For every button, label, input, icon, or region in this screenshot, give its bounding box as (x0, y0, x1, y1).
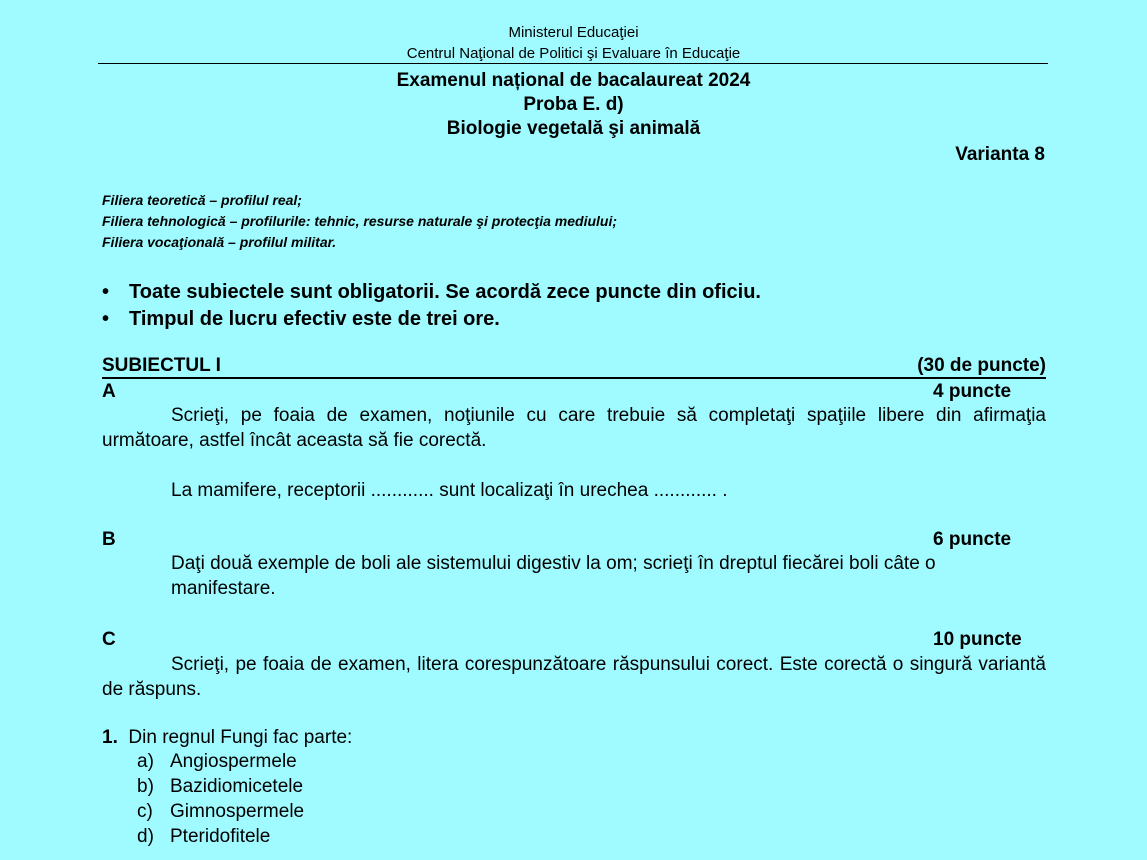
header-divider (98, 63, 1048, 64)
ministry-name: Ministerul Educaţiei (508, 24, 639, 41)
answer-option-c (137, 801, 304, 823)
instruction-item (102, 281, 761, 304)
answer-option-b (137, 776, 303, 798)
option-text: Bazidiomicetele (170, 776, 304, 797)
part-b-text-line1: Daţi două exemple de boli ale sistemului digestiv la om; scrieţi în dreptul fiecărei boli câte o (171, 553, 936, 574)
bullet-icon: • (102, 281, 110, 303)
center-name: Centrul Naţional de Politici şi Evaluare în Educaţie (406, 45, 741, 62)
option-text: Angiospermele (170, 751, 297, 772)
instruction-text: Toate subiectele sunt obligatorii. Se acordă zece puncte din oficiu. (129, 281, 761, 303)
option-key: c) (137, 801, 153, 822)
section-points: (30 de puncte) (917, 355, 1046, 376)
part-c-points: 10 puncte (933, 629, 1022, 650)
subject-title: Biologie vegetală şi animală (446, 118, 701, 139)
question-number: 1. (102, 727, 118, 748)
filiera-vocationala: Filiera vocaţională – profilul militar. (102, 234, 337, 250)
filiera-teoretica: Filiera teoretică – profilul real; (102, 192, 302, 208)
variant-label: Varianta 8 (955, 144, 1045, 165)
exam-title: Examenul național de bacalaureat 2024 (396, 70, 751, 91)
answer-option-a (137, 751, 297, 773)
part-c-instruction: Scrieţi, pe foaia de examen, litera corespunzătoare răspunsului corect. Este corectă o singură variantă de răspuns. (102, 654, 1046, 700)
part-c-letter: C (102, 629, 116, 650)
question-text: Din regnul Fungi fac parte: (128, 727, 353, 748)
part-b-points: 6 puncte (933, 529, 1012, 550)
part-a-instruction: Scrieţi, pe foaia de examen, noţiunile cu care trebuie să completaţi spaţiile libere din afirmaţia următoare, astfel încât aceasta să fie corectă. (102, 405, 1046, 451)
option-key: d) (137, 826, 154, 847)
option-key: a) (137, 751, 154, 772)
instruction-item (102, 308, 500, 331)
option-key: b) (137, 776, 154, 797)
part-a-points: 4 puncte (933, 381, 1012, 402)
filiera-tehnologica: Filiera tehnologică – profilurile: tehnic, resurse naturale şi protecţia mediului; (102, 213, 618, 229)
part-a-statement: La mamifere, receptorii ............ sunt localizaţi în urechea ............ . (171, 480, 728, 501)
answer-option-d (137, 826, 270, 848)
proba-title: Proba E. d) (523, 94, 624, 115)
part-b-text-line2: manifestare. (171, 578, 276, 599)
section-title: SUBIECTUL I (102, 355, 221, 376)
question-1 (102, 727, 352, 749)
instruction-text: Timpul de lucru efectiv este de trei ore. (129, 308, 500, 330)
part-a-letter: A (102, 381, 116, 402)
part-b-letter: B (102, 529, 116, 550)
option-text: Gimnospermele (170, 801, 305, 822)
bullet-icon: • (102, 308, 110, 330)
section-header (102, 355, 1046, 379)
option-text: Pteridofitele (170, 826, 271, 847)
